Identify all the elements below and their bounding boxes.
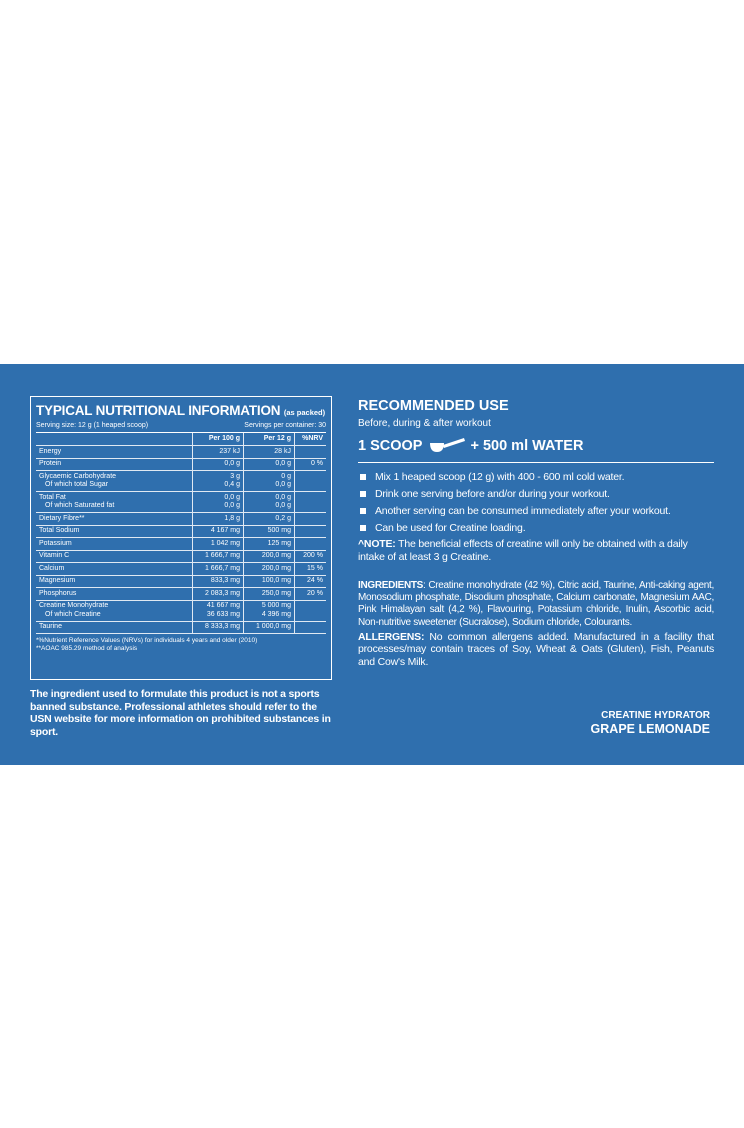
cell-subvalue: 0,4 g — [224, 481, 240, 488]
cell-subvalue: 0,0 g — [224, 502, 240, 509]
table-cell — [295, 575, 327, 588]
table-cell — [36, 458, 193, 471]
banned-substance-disclaimer: The ingredient used to formulate this product is not a sports banned substance. Professional athletes should refer to the USN website for more information on prohibited substances in sport. — [30, 688, 331, 738]
table-cell — [36, 471, 193, 492]
cell-value: 8 333,3 mg — [204, 623, 240, 630]
cell-value: 20 % — [307, 589, 323, 597]
table-cell — [295, 492, 327, 513]
table-cell — [193, 513, 244, 526]
footnote: **AOAC 985.29 method of analysis — [36, 644, 138, 652]
cell-value: 1 666,7 mg — [204, 564, 240, 572]
cell-subvalue: 0,0 g — [275, 481, 291, 488]
table-cell — [295, 525, 327, 538]
nutrition-header-row — [36, 433, 326, 446]
cell-value: 250,0 mg — [261, 589, 291, 597]
table-cell — [295, 550, 327, 563]
table-cell — [295, 471, 327, 492]
recommended-use-subtitle: Before, during & after workout — [358, 418, 491, 429]
table-cell — [295, 446, 327, 459]
table-cell — [244, 525, 295, 538]
table-cell — [193, 588, 244, 601]
table-cell — [193, 550, 244, 563]
table-cell — [36, 446, 193, 459]
list-item — [358, 520, 714, 537]
table-row — [36, 492, 326, 513]
cell-value: Magnesium — [39, 577, 76, 584]
cell-value: Potassium — [39, 539, 72, 547]
table-cell — [244, 563, 295, 576]
table-row — [36, 563, 326, 576]
cell-value: Energy — [39, 447, 62, 455]
servings-per-container: Servings per container: 30 — [244, 422, 326, 429]
dosage-row — [358, 436, 714, 456]
table-cell — [295, 600, 327, 621]
header-cell: Per 12 g — [244, 433, 295, 446]
cell-value: 125 mg — [267, 539, 291, 547]
table-row — [36, 458, 326, 471]
nutrition-table-body — [36, 446, 326, 634]
table-row — [36, 446, 326, 459]
allergens-text: No common allergens added. Manufactured in a facility that processes/may contain traces of Soy, Wheat & Oats (Gluten), Fish, Peanuts and Cow's Milk. — [358, 630, 714, 668]
table-cell — [36, 525, 193, 538]
cell-value: 4 167 mg — [210, 527, 240, 534]
cell-value: 2 083,3 mg — [204, 589, 240, 597]
creatine-note — [358, 538, 714, 564]
table-cell — [295, 458, 327, 471]
ingredients-text: : Creatine monohydrate (42 %), Citric acid, Taurine, Anti-caking agent, Monosodium phosphate, Disodium phosphate, Calcium carbonate, Magnesium AAC, Pink Himalayan salt (4,2 %), Flavouring, Potassium chloride, Inulin, Ascorbic acid, Non-nutritive sweetener (Sucralose), Sodium chloride, Colourants. — [358, 580, 714, 628]
table-cell — [295, 588, 327, 601]
cell-value: 833,3 mg — [210, 577, 240, 584]
footnote: *%Nutrient Reference Values (NRVs) for individuals 4 years and older (2010) — [36, 637, 258, 644]
cell-value: 200 % — [303, 552, 323, 559]
table-cell — [295, 513, 327, 526]
cell-value: 100,0 mg — [261, 577, 291, 584]
table-cell — [244, 575, 295, 588]
list-item — [358, 486, 714, 503]
scoop-text: 1 SCOOP — [358, 438, 423, 454]
table-cell — [193, 458, 244, 471]
table-cell — [244, 446, 295, 459]
table-cell — [244, 513, 295, 526]
table-cell — [244, 588, 295, 601]
bullet-icon — [360, 508, 366, 514]
table-cell — [295, 621, 327, 634]
cell-value: Creatine Monohydrate — [39, 602, 109, 609]
cell-value: Protein — [39, 460, 62, 467]
product-line-2: GRAPE LEMONADE — [590, 722, 710, 736]
table-row — [36, 525, 326, 538]
table-cell — [244, 458, 295, 471]
allergens-label: ALLERGENS: — [358, 630, 425, 643]
cell-value: 500 mg — [267, 527, 291, 534]
table-row — [36, 575, 326, 588]
water-text: + 500 ml WATER — [470, 438, 584, 454]
ingredients-label: INGREDIENTS — [358, 580, 424, 591]
cell-value: 0 % — [310, 460, 323, 467]
bullet-icon — [360, 474, 366, 480]
table-cell — [36, 492, 193, 513]
cell-value: 1 000,0 mg — [255, 623, 291, 630]
table-cell — [36, 575, 193, 588]
table-cell — [36, 513, 193, 526]
table-cell — [193, 621, 244, 634]
nutrition-footnotes — [36, 634, 326, 652]
cell-subvalue: 36 633 mg — [206, 610, 240, 618]
serving-size: Serving size: 12 g (1 heaped scoop) — [36, 422, 149, 429]
cell-value: 24 % — [307, 577, 323, 584]
scoop-icon — [428, 437, 466, 455]
list-item — [358, 469, 714, 486]
instruction-list — [358, 469, 714, 537]
table-cell — [193, 538, 244, 551]
cell-value: 0 g — [281, 472, 291, 480]
table-cell — [193, 600, 244, 621]
cell-value: Taurine — [39, 623, 62, 630]
note-label: ^NOTE: — [358, 538, 396, 550]
table-cell — [36, 538, 193, 551]
instruction-text: Can be used for Creatine loading. — [375, 522, 526, 534]
cell-value: Calcium — [39, 564, 65, 572]
table-row — [36, 471, 326, 492]
product-line-1: CREATINE HYDRATOR — [601, 710, 710, 721]
bullet-icon — [360, 491, 366, 497]
ingredients-block — [358, 580, 714, 629]
cell-value: Vitamin C — [39, 552, 70, 559]
table-row — [36, 550, 326, 563]
note-text: The beneficial effects of creatine will only be obtained with a daily intake of at least 3 g Creatine. — [358, 538, 688, 563]
cell-subvalue: 4 396 mg — [261, 610, 291, 618]
allergens-block — [358, 631, 714, 669]
cell-value: 0,0 g — [224, 493, 240, 501]
nutrition-title — [36, 403, 326, 421]
cell-value: 3 g — [230, 472, 240, 480]
cell-value: 200,0 mg — [261, 564, 291, 572]
list-item — [358, 503, 714, 520]
cell-value: 1,8 g — [224, 514, 240, 522]
table-cell — [244, 600, 295, 621]
table-row — [36, 513, 326, 526]
table-cell — [193, 525, 244, 538]
cell-value: 1 042 mg — [210, 539, 240, 547]
cell-value: 0,0 g — [224, 460, 240, 467]
nutrition-title-text: TYPICAL NUTRITIONAL INFORMATION — [36, 403, 281, 418]
table-cell — [295, 538, 327, 551]
table-cell — [244, 550, 295, 563]
table-cell — [244, 621, 295, 634]
table-cell — [36, 563, 193, 576]
cell-value: Dietary Fibre** — [39, 514, 85, 522]
table-cell — [36, 600, 193, 621]
cell-value: 200,0 mg — [261, 552, 291, 559]
divider — [358, 462, 714, 463]
recommended-use-title: RECOMMENDED USE — [358, 398, 509, 414]
serving-info-row — [36, 421, 326, 433]
cell-value: 5 000 mg — [261, 602, 291, 609]
cell-value: Total Sodium — [39, 527, 80, 534]
table-cell — [244, 492, 295, 513]
nutrition-table — [36, 433, 326, 634]
table-row — [36, 621, 326, 634]
cell-subvalue: Of which Saturated fat — [45, 502, 115, 509]
table-row — [36, 538, 326, 551]
cell-value: Glycaemic Carbohydrate — [39, 472, 117, 480]
table-cell — [193, 575, 244, 588]
table-cell — [193, 492, 244, 513]
cell-value: Total Fat — [39, 493, 66, 501]
cell-subvalue: 0,0 g — [275, 502, 291, 509]
table-row — [36, 600, 326, 621]
cell-value: 41 667 mg — [206, 602, 240, 609]
cell-value: 1 666,7 mg — [204, 552, 240, 559]
header-cell: Per 100 g — [193, 433, 244, 446]
recommended-use-section — [358, 398, 714, 668]
header-cell — [36, 433, 193, 446]
table-cell — [193, 563, 244, 576]
cell-value: 15 % — [307, 564, 323, 572]
nutrition-table-box — [30, 396, 332, 680]
table-cell — [295, 563, 327, 576]
table-cell — [36, 550, 193, 563]
cell-value: 0,0 g — [275, 493, 291, 501]
cell-value: Phosphorus — [39, 589, 77, 597]
product-name — [591, 709, 710, 737]
cell-value: 0,0 g — [275, 460, 291, 467]
cell-subvalue: Of which total Sugar — [45, 481, 109, 488]
instruction-text: Another serving can be consumed immediately after your workout. — [375, 505, 671, 517]
cell-subvalue: Of which Creatine — [45, 610, 101, 618]
instruction-text: Mix 1 heaped scoop (12 g) with 400 - 600 ml cold water. — [375, 471, 625, 483]
cell-value: 28 kJ — [274, 447, 291, 455]
table-cell — [36, 588, 193, 601]
nutrition-title-note: (as packed) — [283, 408, 326, 417]
bullet-icon — [360, 525, 366, 531]
table-cell — [244, 471, 295, 492]
table-cell — [193, 471, 244, 492]
cell-value: 237 kJ — [219, 447, 240, 455]
header-cell: %NRV — [295, 433, 327, 446]
cell-value: 0,2 g — [275, 514, 291, 522]
instruction-text: Drink one serving before and/or during your workout. — [375, 488, 610, 500]
label-panel — [0, 364, 744, 765]
table-row — [36, 588, 326, 601]
table-cell — [244, 538, 295, 551]
table-cell — [36, 621, 193, 634]
table-cell — [193, 446, 244, 459]
